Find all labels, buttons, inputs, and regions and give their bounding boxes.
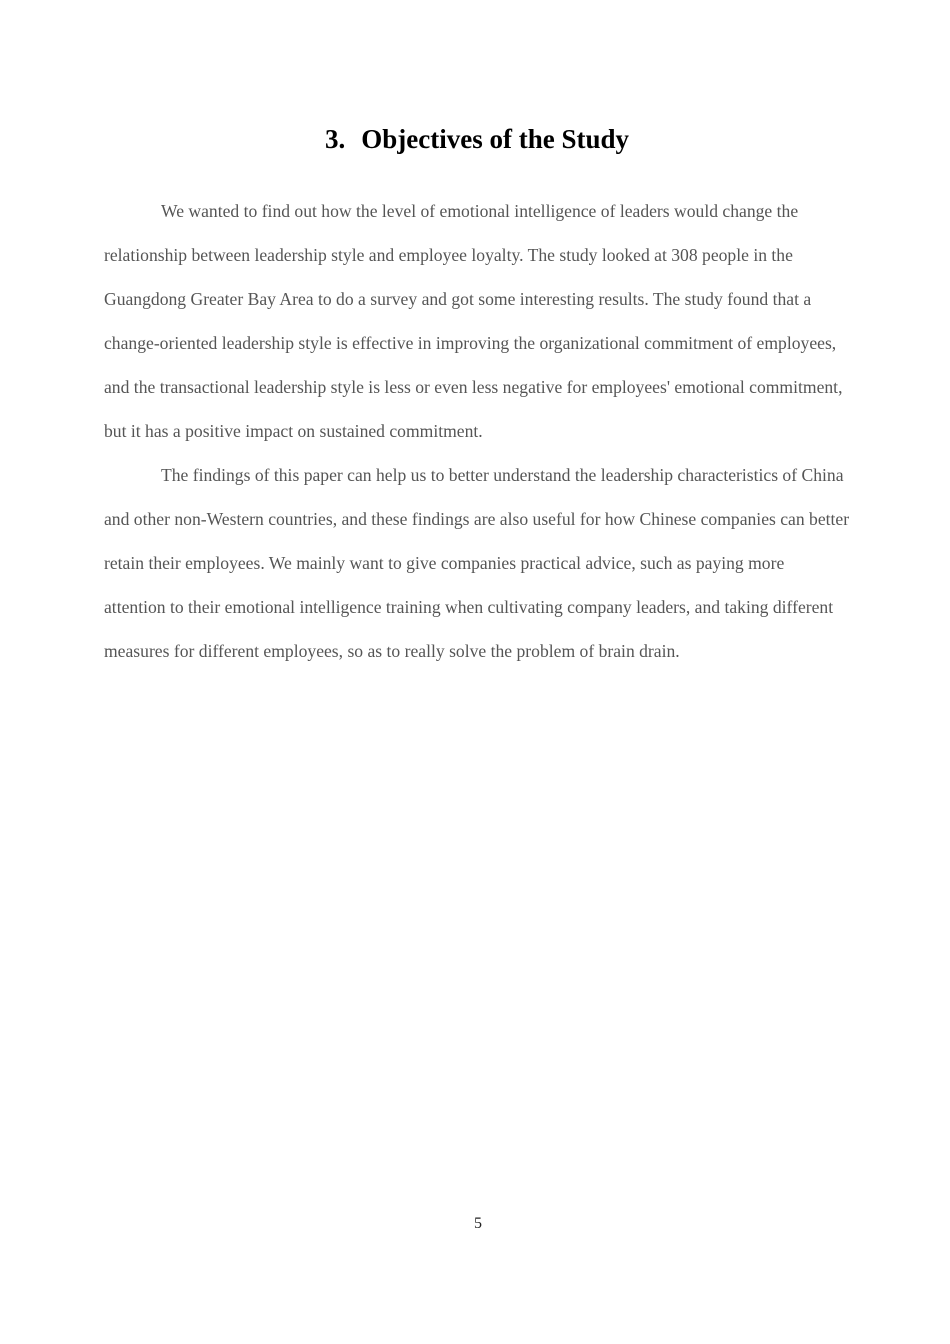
paragraph: The findings of this paper can help us to better understand the leadership characteristics of China and other non-Western countries, and these findings are also useful for how Chinese companies can better retain their employees. We mainly want to give companies practical advice, such as paying more attention to their emotional intelligence training when cultivating company leaders, and taking different measures for different employees, so as to really solve the problem of brain drain. xyxy=(104,465,850,661)
body-text xyxy=(104,189,850,673)
section-title: Objectives of the Study xyxy=(361,124,629,154)
page-number: 5 xyxy=(474,1215,482,1232)
paragraph: We wanted to find out how the level of emotional intelligence of leaders would change the relationship between leadership style and employee loyalty. The study looked at 308 people in the Guangdong Greater Bay Area to do a survey and got some interesting results. The study found that a change-oriented leadership style is effective in improving the organizational commitment of employees, and the transactional leadership style is less or even less negative for employees' emotional commitment, but it has a positive impact on sustained commitment. xyxy=(104,201,843,441)
section-heading xyxy=(0,121,950,157)
section-number: 3. xyxy=(325,124,346,154)
